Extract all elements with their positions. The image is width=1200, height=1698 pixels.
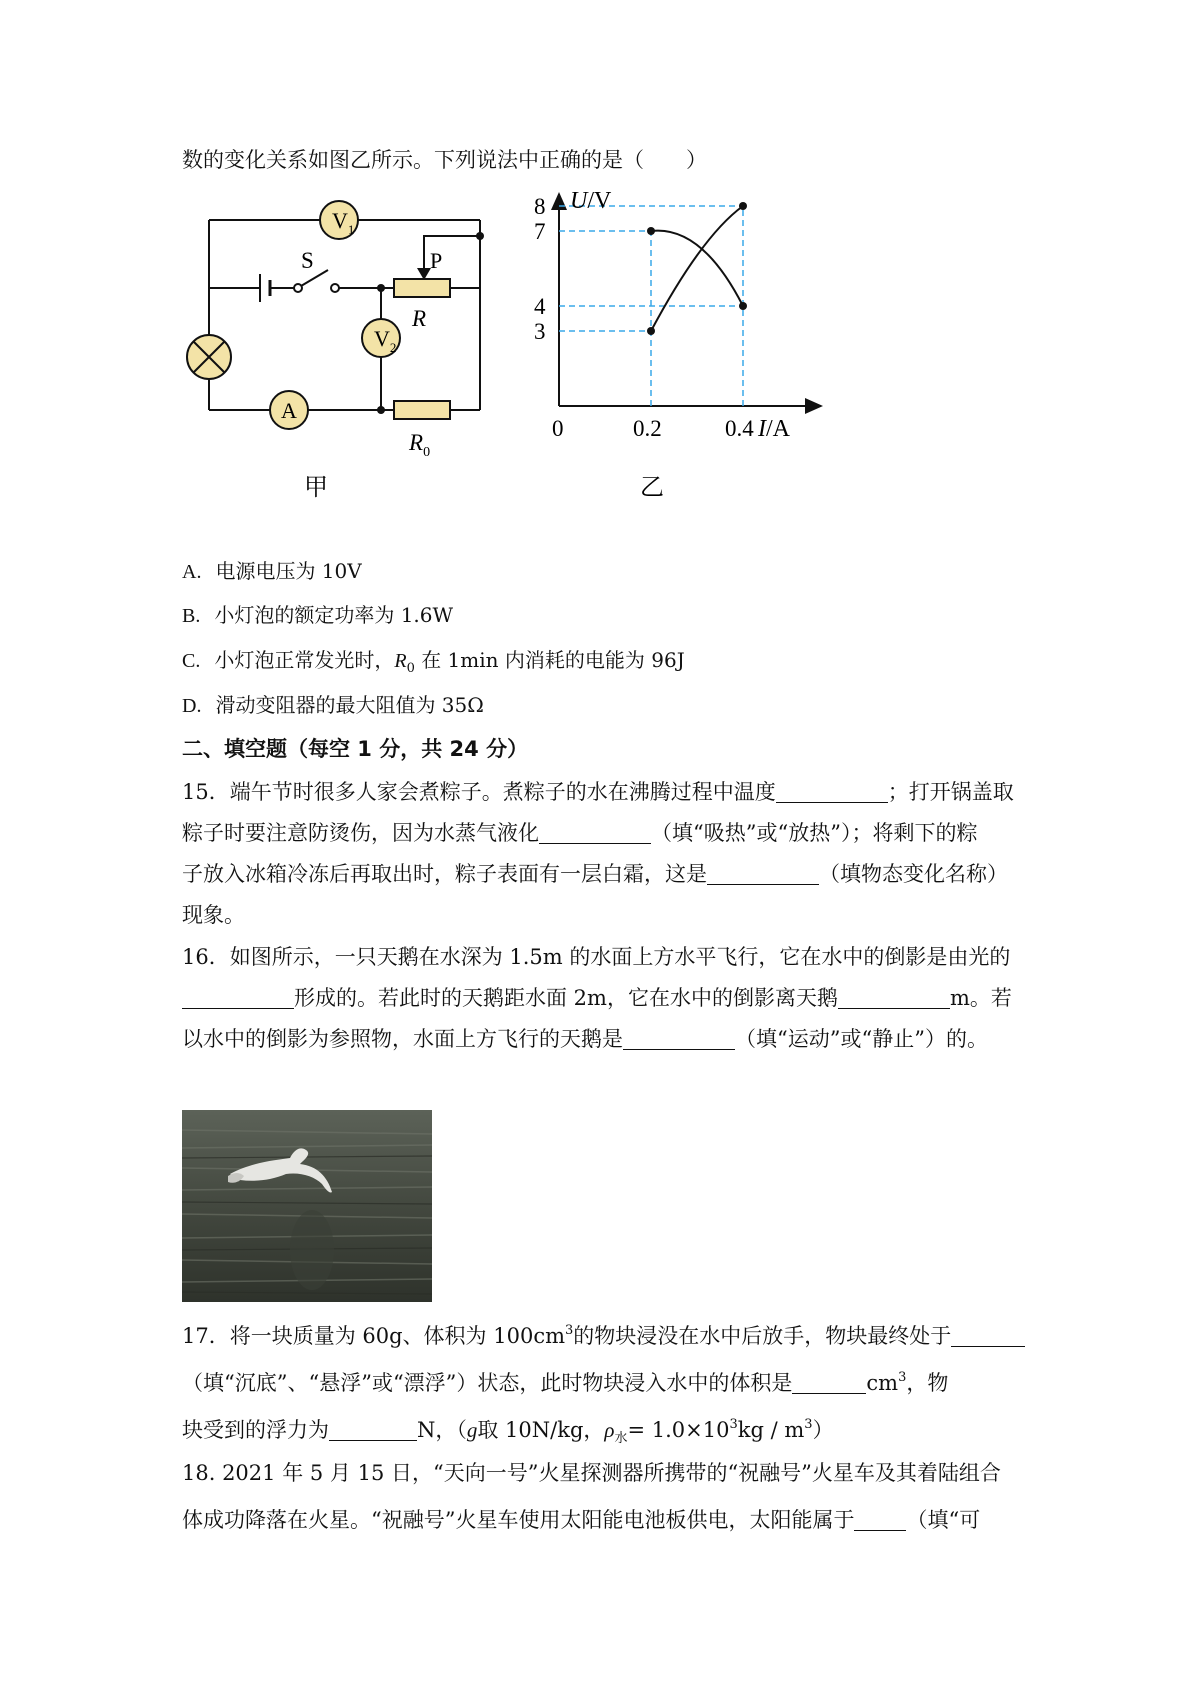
q17-blank-1[interactable] xyxy=(951,1324,1025,1347)
q17-line-1: 17．将一块质量为 60g、体积为 $100cm^3$的物块浸没在水中后放手，物块最终处于 xyxy=(182,1316,1025,1351)
svg-text:R0: $R_0$ xyxy=(409,430,431,460)
curve-series-1 xyxy=(651,206,743,331)
origin-label: 0 xyxy=(552,416,564,441)
y-axis-label: U/V xyxy=(570,188,612,214)
rheostat-r xyxy=(394,279,450,297)
x-tick-label: 0.4 xyxy=(725,416,754,441)
q15-line-2: 粽子时要注意防烫伤，因为水蒸气液化 （填“吸热”或“放热”）；将剩下的粽 xyxy=(182,821,978,845)
point-1-1 xyxy=(739,202,747,210)
svg-text:V1: $V_1$ xyxy=(332,208,355,237)
resistor-r0 xyxy=(394,401,450,419)
point-0-1 xyxy=(739,302,747,310)
q18-line-1: 18. 2021 年 5 月 15 日，“天向一号”火星探测器所携带的“祝融号”火星车及其着陆组合 xyxy=(182,1461,1001,1485)
q16-line-1: 16．如图所示，一只天鹅在水深为 1.5m 的水面上方水平飞行，它在水中的倒影是由光的 xyxy=(182,945,1011,969)
q17-blank-3[interactable] xyxy=(329,1418,417,1441)
y-tick-label: 7 xyxy=(534,219,546,244)
x-tick-label: 0.2 xyxy=(633,416,662,441)
svg-text:S: S xyxy=(301,248,314,273)
graph-caption: 乙 xyxy=(640,475,664,501)
option-d: D. 滑动变阻器的最大阻值为 35Ω xyxy=(182,693,484,717)
lamp-icon xyxy=(187,335,231,379)
intro-line: 数的变化关系如图乙所示。下列说法中正确的是（ ） xyxy=(182,148,707,172)
u-i-graph xyxy=(534,188,840,508)
svg-text:V2: $V_2$ xyxy=(374,326,397,355)
y-tick-label: 8 xyxy=(534,194,546,219)
svg-text:A: A xyxy=(281,398,297,423)
option-a: A. 电源电压为 10V xyxy=(182,559,362,583)
circuit-diagram xyxy=(180,188,510,508)
q16-blank-3[interactable] xyxy=(623,1027,735,1050)
svg-text:P: P xyxy=(430,248,443,273)
svg-text:R: R xyxy=(412,306,427,331)
q18-line-2: 体成功降落在火星。“祝融号”火星车使用太阳能电池板供电，太阳能属于 （填“可 xyxy=(182,1508,981,1532)
option-c: C. 小灯泡正常发光时，$R_0$ 在 1min 内消耗的电能为 96J xyxy=(182,648,685,676)
q16-line-2: 形成的。若此时的天鹅距水面 2m，它在水中的倒影离天鹅 m。若 xyxy=(182,983,1012,1013)
y-tick-label: 4 xyxy=(534,294,546,319)
q15-line-3: 子放入冰箱冷冻后再取出时，粽子表面有一层白霜，这是 （填物态变化名称） xyxy=(182,862,1008,886)
q17-blank-2[interactable] xyxy=(792,1371,866,1394)
q15-line-1: 15．端午节时很多人家会煮粽子。煮粽子的水在沸腾过程中温度 ；打开锅盖取 xyxy=(182,780,1014,804)
q18-blank-1[interactable] xyxy=(854,1508,906,1531)
point-0-0 xyxy=(647,227,655,235)
q16-blank-2[interactable] xyxy=(838,986,950,1009)
q15-blank-2[interactable] xyxy=(539,821,651,844)
swan-photo xyxy=(182,1110,432,1302)
q17-line-3: 块受到的浮力为 N，（g取 10N/kg，$\rho_水= 1.0\times 10^3kg / m^3$） xyxy=(182,1417,834,1446)
y-tick-label: 3 xyxy=(534,319,546,344)
section-title: 二、填空题（每空 1 分，共 24 分） xyxy=(182,737,529,761)
q16-line-3: 以水中的倒影为参照物，水面上方飞行的天鹅是 （填“运动”或“静止”）的。 xyxy=(182,1027,988,1051)
curve-series-0 xyxy=(651,231,743,306)
q15-blank-3[interactable] xyxy=(707,862,819,885)
x-axis-label: I/A xyxy=(758,416,790,442)
q17-line-2: （填“沉底”、“悬浮”或“漂浮”）状态，此时物块浸入水中的体积是 $cm^3$，物 xyxy=(182,1370,949,1395)
q15-blank-1[interactable] xyxy=(776,780,888,803)
option-b: B. 小灯泡的额定功率为 1.6W xyxy=(182,603,454,627)
svg-text:甲: 甲 xyxy=(304,475,328,501)
point-1-0 xyxy=(647,327,655,335)
q16-blank-1[interactable] xyxy=(182,986,294,1009)
q15-line-4: 现象。 xyxy=(182,903,245,927)
